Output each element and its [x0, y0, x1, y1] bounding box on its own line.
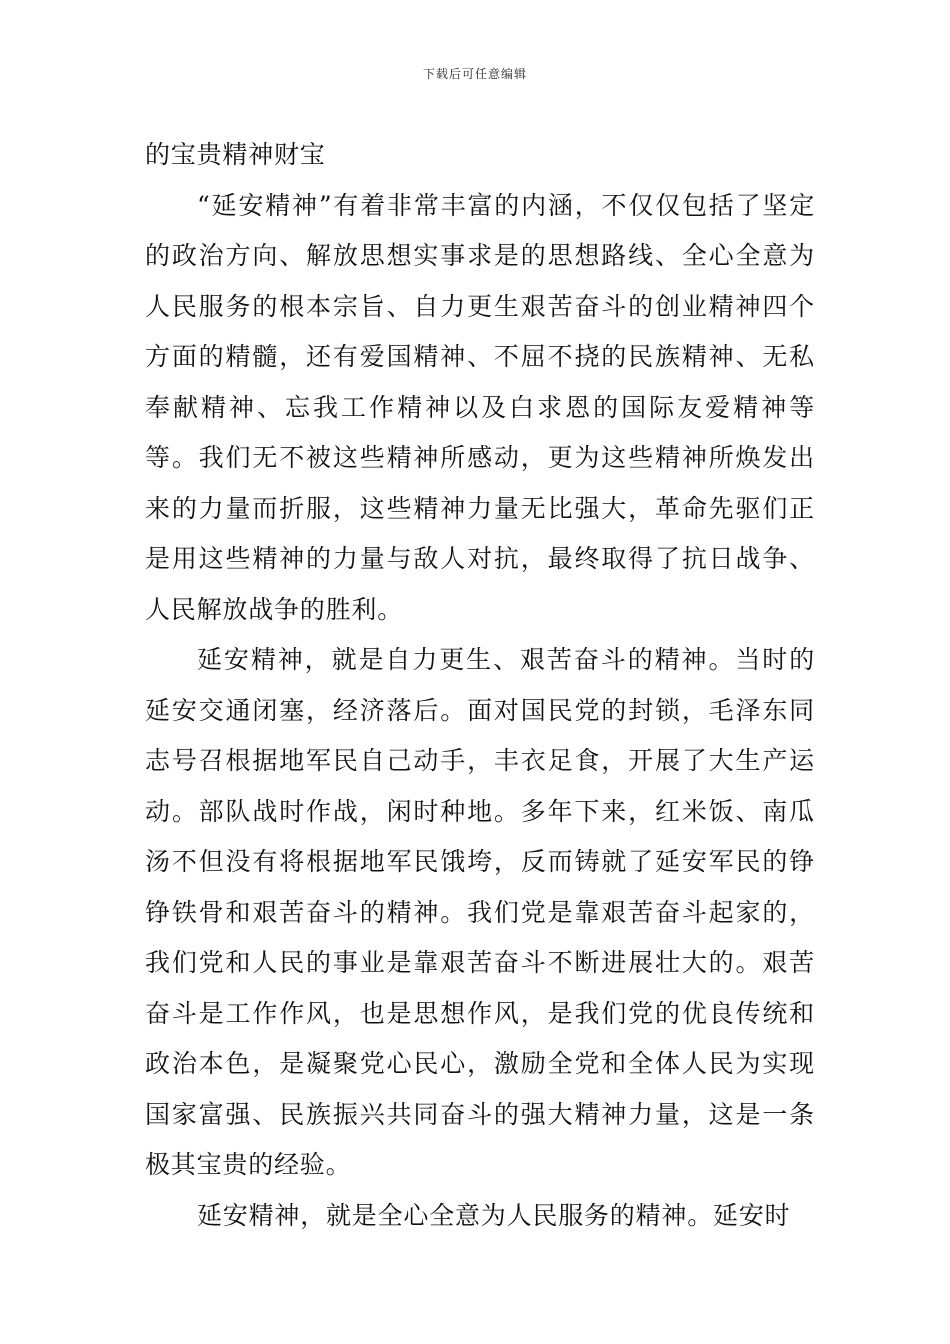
paragraph-serve-the-people: 延安精神，就是全心全意为人民服务的精神。延安时 — [197, 1200, 791, 1230]
page-header-note: 下载后可任意编辑 — [422, 67, 527, 81]
paragraph-continuation: 的宝贵精神财宝 — [145, 140, 326, 169]
paragraph-self-reliance: 延安精神，就是自力更生、艰苦奋斗的精神。当时的延安交通闭塞，经济落后。面对国民党的封锁，毛泽东同志号召根据地军民自己动手，丰衣足食，开展了大生产运动。部队战时作战，闲时种地。多年下来，红米饭、南瓜汤不但没有将根据地军民饿垮，反而铸就了延安军民的铮铮铁骨和艰苦奋斗的精神。我们党是靠艰苦奋斗起家的，我们党和人民的事业是靠艰苦奋斗不断进展壮大的。艰苦奋斗是工作作风，也是思想作风，是我们党的优良传统和政治本色，是凝聚党心民心，激励全党和全体人民为实现国家富强、民族振兴共同奋斗的强大精神力量，这是一条极其宝贵的经验。 — [145, 645, 815, 1179]
document-body — [145, 130, 815, 1241]
paragraph-yanan-spirit-meaning: “延安精神”有着非常丰富的内涵，不仅仅包括了坚定的政治方向、解放思想实事求是的思想路线、全心全意为人民服务的根本宗旨、自力更生艰苦奋斗的创业精神四个方面的精髓，还有爱国精神、不屈不挠的民族精神、无私奉献精神、忘我工作精神以及白求恩的国际友爱精神等等。我们无不被这些精神所感动，更为这些精神所焕发出来的力量而折服，这些精神力量无比强大，革命先驱们正是用这些精神的力量与敌人对抗，最终取得了抗日战争、人民解放战争的胜利。 — [145, 190, 815, 624]
